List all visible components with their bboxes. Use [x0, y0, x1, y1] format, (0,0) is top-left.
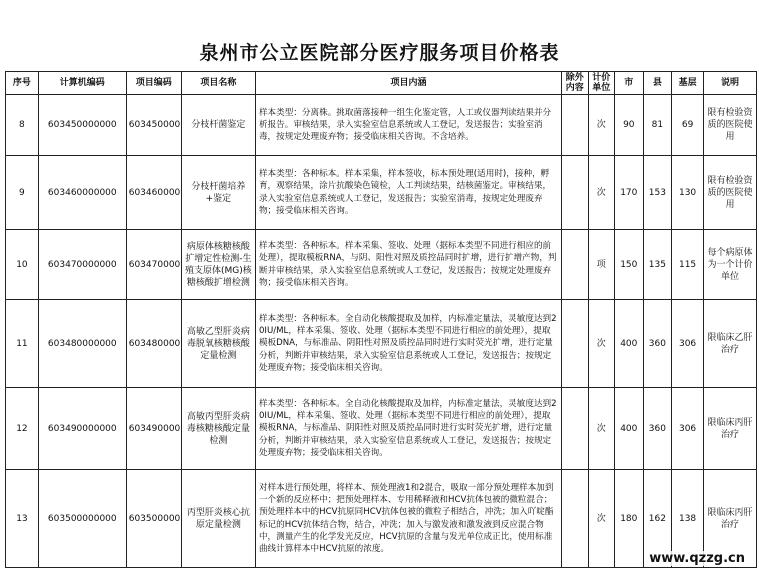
cell-seq: 13: [6, 470, 39, 568]
cell-content: 样本类型：各种标本。全自动化核酸提取及加样，内标准定量法，灵敏度达到20IU/ML，样本采集、签收、处理（据标本类型不同进行相应的前处理），提取模板DNA，与标准品、阴阳性对照及质控品同时进行实时荧光扩增，进行定量分析，判断并审核结果，录入实验室信息系统或人工登记，发送报告；按规定处理废弃物；接受临床相关咨询。: [255, 300, 561, 388]
cell-note: 限临床乙肝治疗: [703, 300, 756, 388]
cell-county: 360: [643, 388, 672, 470]
cell-county: 81: [643, 95, 672, 156]
cell-grassroots: 306: [672, 300, 704, 388]
cell-item-name: 高敏乙型肝炎病毒脱氧核糖核酸定量检测: [181, 300, 255, 388]
cell-city: 400: [615, 388, 644, 470]
cell-item-code: 603490000: [126, 388, 181, 470]
cell-item-code: 603470000: [126, 230, 181, 300]
header-seq: 序号: [6, 72, 39, 95]
header-item-code: 项目编码: [126, 72, 181, 95]
cell-grassroots: 115: [672, 230, 704, 300]
cell-county: 135: [643, 230, 672, 300]
cell-item-name: 分枝杆菌培养+鉴定: [181, 156, 255, 230]
cell-excluded: [562, 230, 588, 300]
cell-grassroots: 306: [672, 388, 704, 470]
cell-excluded: [562, 156, 588, 230]
cell-unit: 次: [588, 470, 614, 568]
table-row: [6, 470, 757, 568]
cell-grassroots: 138: [672, 470, 704, 568]
cell-computer-code: 603490000000: [38, 388, 126, 470]
cell-item-name: 分枝杆菌鉴定: [181, 95, 255, 156]
cell-excluded: [562, 300, 588, 388]
cell-seq: 12: [6, 388, 39, 470]
cell-note: 限临床丙肝治疗: [703, 388, 756, 470]
cell-unit: 次: [588, 156, 614, 230]
header-computer-code: 计算机编码: [38, 72, 126, 95]
cell-computer-code: 603450000000: [38, 95, 126, 156]
cell-excluded: [562, 95, 588, 156]
cell-unit: 次: [588, 300, 614, 388]
header-content: 项目内涵: [255, 72, 561, 95]
cell-city: 180: [615, 470, 644, 568]
cell-county: 360: [643, 300, 672, 388]
cell-item-code: 603460000: [126, 156, 181, 230]
cell-seq: 10: [6, 230, 39, 300]
table-row: [6, 156, 757, 230]
cell-computer-code: 603460000000: [38, 156, 126, 230]
table-header-row: [6, 72, 757, 95]
cell-computer-code: 603480000000: [38, 300, 126, 388]
cell-excluded: [562, 388, 588, 470]
header-excluded: 除外内容: [562, 72, 588, 95]
header-unit: 计价单位: [588, 72, 614, 95]
cell-unit: 项: [588, 230, 614, 300]
table-row: [6, 388, 757, 470]
cell-grassroots: 69: [672, 95, 704, 156]
cell-content: 对样本进行预处理，将样本、预处理液1和2混合，吸取一部分预处理样本加到一个新的反应杯中；把预处理样本、专用稀释液和HCV抗体包被的微粒混合；预处理样本中的HCV抗原同HCV抗体包被的微粒子相结合，冲洗；加入吖啶酯标记的HCV抗体结合物，结合，冲洗；加入与激发液和激发液到反应混合物中，测量产生的化学发光反应，HCV抗原的含量与发光单位成正比，使用标准曲线计算样本中HCV抗原的浓度。: [255, 470, 561, 568]
cell-content: 样本类型：各种标本。样本采集、签收、处理（据标本类型不同进行相应的前处理），提取模板RNA，与阴、阳性对照及质控品同时扩增，进行扩增产物，判断并审核结果，录入实验室信息系统或人工登记，发送报告；按规定处理废弃物；接受临床相关咨询。: [255, 230, 561, 300]
table-row: [6, 230, 757, 300]
cell-grassroots: 130: [672, 156, 704, 230]
cell-content: 样本类型：分离株。挑取菌落接种一组生化鉴定管，人工或仪器判读结果并分析报告。审核结果，录入实验室信息系统或人工登记，发送报告；实验室消毒，按规定处理废弃物；接受临床相关咨询。不含培养。: [255, 95, 561, 156]
header-note: 说明: [703, 72, 756, 95]
table-row: [6, 95, 757, 156]
cell-note: 限临床丙肝治疗: [703, 470, 756, 568]
cell-item-code: 603500000: [126, 470, 181, 568]
cell-excluded: [562, 470, 588, 568]
header-city: 市: [615, 72, 644, 95]
header-grassroots: 基层: [672, 72, 704, 95]
cell-city: 150: [615, 230, 644, 300]
cell-note: 限有检验资质的医院使用: [703, 156, 756, 230]
price-table: [5, 71, 757, 568]
cell-city: 400: [615, 300, 644, 388]
header-county: 县: [643, 72, 672, 95]
cell-note: 每个病原体为一个计价单位: [703, 230, 756, 300]
cell-item-name: 丙型肝炎核心抗原定量检测: [181, 470, 255, 568]
cell-city: 90: [615, 95, 644, 156]
cell-computer-code: 603500000000: [38, 470, 126, 568]
cell-note: 限有检验资质的医院使用: [703, 95, 756, 156]
cell-seq: 8: [6, 95, 39, 156]
cell-item-code: 603450000: [126, 95, 181, 156]
cell-unit: 次: [588, 388, 614, 470]
table-row: [6, 300, 757, 388]
cell-computer-code: 603470000000: [38, 230, 126, 300]
cell-item-name: 病原体核糖核酸扩增定性检测-生殖支原体(MG)核糖核酸扩增检测: [181, 230, 255, 300]
cell-content: 样本类型：各种标本。样本采集，样本签收，标本预处理(适用时)，接种，孵育，观察结果，涂片抗酸染色镜检，人工判读结果，结核菌鉴定。审核结果，录入实验室信息系统或人工登记，发送报告；实验室消毒，按规定处理废弃物；接受临床相关咨询。: [255, 156, 561, 230]
cell-item-code: 603480000: [126, 300, 181, 388]
page-title: 泉州市公立医院部分医疗服务项目价格表: [199, 42, 560, 64]
header-item-name: 项目名称: [181, 72, 255, 95]
cell-item-name: 高敏丙型肝炎病毒核糖核酸定量检测: [181, 388, 255, 470]
cell-seq: 9: [6, 156, 39, 230]
cell-county: 162: [643, 470, 672, 568]
cell-county: 153: [643, 156, 672, 230]
watermark: www.qzzg.cn: [649, 551, 745, 566]
cell-content: 样本类型：各种标本。全自动化核酸提取及加样，内标准定量法，灵敏度达到20IU/ML，样本采集、签收、处理（据标本类型不同进行相应的前处理），提取模板RNA，与标准品、阴阳性对照及质控品同时进行实时荧光扩增，进行定量分析，判断并审核结果，录入实验室信息系统或人工登记，发送报告；按规定处理废弃物；接受临床相关咨询。: [255, 388, 561, 470]
cell-unit: 次: [588, 95, 614, 156]
cell-seq: 11: [6, 300, 39, 388]
cell-city: 170: [615, 156, 644, 230]
